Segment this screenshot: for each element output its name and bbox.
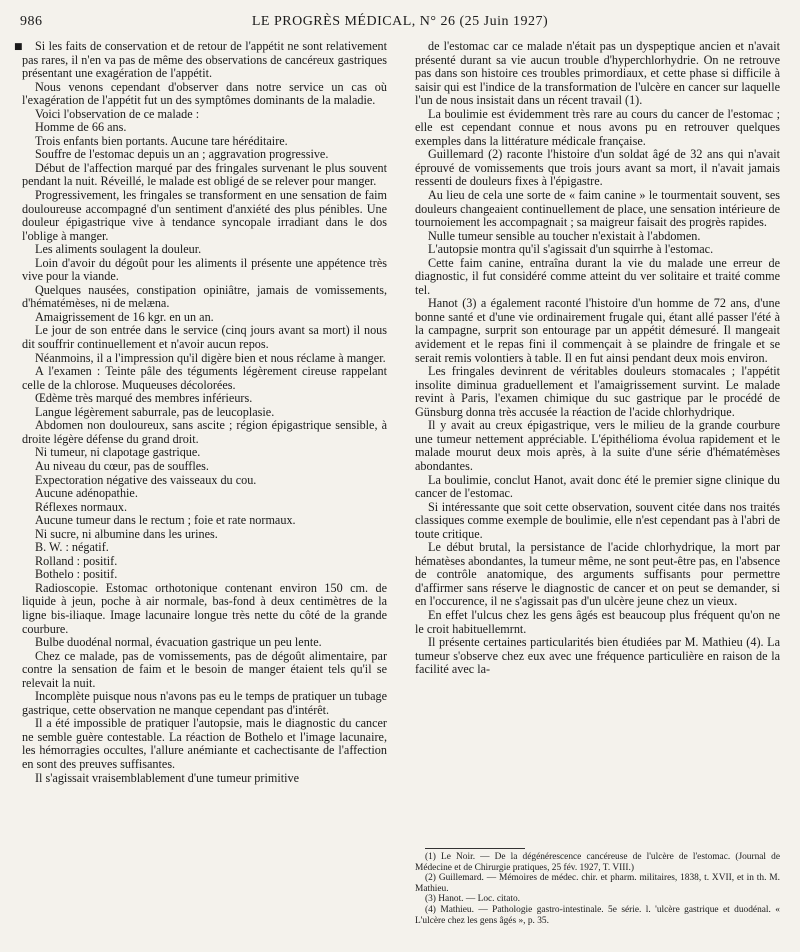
- paragraph: La boulimie est évidemment très rare au cours du cancer de l'estomac ; elle est cependant connue et nous avons pu en retrouver quelques exemples dans la littérature médicale française.: [415, 106, 780, 148]
- page-header: [20, 14, 780, 32]
- paragraph: Nulle tumeur sensible au toucher n'existait à l'abdomen.: [428, 228, 701, 243]
- paragraph: Amaigrissement de 16 kgr. en un an.: [35, 309, 214, 324]
- left-column: [22, 40, 387, 785]
- paragraph: Rolland : positif.: [35, 553, 118, 568]
- paragraph: Au lieu de cela une sorte de « faim canine » le tourmentait souvent, ses douleurs changeaient continuellement de place, une sensation intérieure de tournoiement les accompagnait ; sa maigreur faisait des progrès rapides.: [415, 188, 780, 230]
- paragraph: Radioscopie. Estomac orthotonique contenant environ 150 cm. de liquide à jeun, poche à air normale, bas-fond à deux centimètres de la ligne bis-iliaque. Image lacunaire longue très nette du côté de la grande courbure.: [22, 580, 387, 636]
- paragraph: Guillemard (2) raconte l'histoire d'un soldat âgé de 32 ans qui n'avait éprouvé de vomissements que trois jours avant sa mort, il n'avait jamais ressenti de douleurs fixes à l'épigastre.: [415, 147, 780, 189]
- paragraph: A l'examen : Teinte pâle des téguments légèrement cireuse rappelant celle de la chlorose. Muqueuses décolorées.: [22, 364, 387, 392]
- paragraph: Il a été impossible de pratiquer l'autopsie, mais le diagnostic du cancer ne semble guère contestable. La réaction de Bothelo et l'image lacunaire, les hémorragies occultes, l'allure anémiante et cachectisante de l'affection en sont des preuves suffisantes.: [22, 716, 387, 771]
- paragraph: Le début brutal, la persistance de l'acide chlorhydrique, la mort par hématèses abondantes, la tumeur même, ne sont peut-être pas, en l'absence de contrôle anatomique, des arguments suffisants pour permettre d'affirmer sans réserve le diagnostic de cancer et on peut se demander, si en l'occurence, il ne s'agissait pas d'un ulcère jeune chez un vieux.: [415, 540, 780, 609]
- paragraph: Le jour de son entrée dans le service (cinq jours avant sa mort) il nous dit souffrir continuellement et n'avoir aucun repos.: [22, 323, 387, 352]
- footnote: (1) Le Noir. — De la dégénérescence cancéreuse de l'ulcère de l'estomac. (Journal de Médecine et de Chirurgie pratiques, 25 fév. 1927, T. VIII.): [415, 852, 780, 873]
- paragraph: Progressivement, les fringales se transforment en une sensation de faim douloureuse accompagné d'un sentiment d'anxiété des plus pénibles. Une douleur épigastrique vive à tendance syncopale irradiant dans le dos l'oblige à manger.: [22, 188, 387, 243]
- paragraph: Il s'agissait vraisemblablement d'une tumeur primitive: [35, 770, 299, 785]
- paragraph: Si intéressante que soit cette observation, souvent citée dans nos traités classiques comme exemple de boulimie, elle n'est cependant pas à l'abri de toute critique.: [415, 499, 780, 541]
- paragraph: Cette faim canine, entraîna durant la vie du malade une erreur de diagnostic, il fut considéré comme atteint du ver solitaire et traité comme tel.: [415, 255, 780, 297]
- paragraph: Bulbe duodénal normal, évacuation gastrique un peu lente.: [35, 635, 322, 650]
- paragraph: Quelques nausées, constipation opiniâtre, jamais de vomissements, d'hématémèses, ni de melæna.: [22, 282, 387, 311]
- footnotes: [415, 852, 780, 926]
- paragraph: La boulimie, conclut Hanot, avait donc été le premier signe clinique du cancer de l'estomac.: [415, 472, 780, 501]
- paragraph: Début de l'affection marqué par des fringales survenant le plus souvent pendant la nuit. Réveillé, le malade est obligé de se relever pour manger.: [22, 160, 387, 189]
- footnote: (2) Guillemard. — Mémoires de médec. chir. et pharm. militaires, 1838, t. XVII, et in th. M. Mathieu.: [415, 873, 780, 894]
- paragraph: Réflexes normaux.: [35, 499, 128, 514]
- running-title: LE PROGRÈS MÉDICAL, N° 26 (25 Juin 1927): [251, 14, 549, 29]
- paragraph: B. W. : négatif.: [35, 540, 109, 555]
- paragraph: Souffre de l'estomac depuis un an ; aggravation progressive.: [35, 147, 329, 162]
- paragraph: Bothelo : positif.: [35, 567, 118, 582]
- paragraph: En effet l'ulcus chez les gens âgés est beaucoup plus fréquent qu'on ne le croit habituellemrnt.: [415, 607, 780, 636]
- paragraph: Ni tumeur, ni clapotage gastrique.: [35, 445, 201, 460]
- paragraph: de l'estomac car ce malade n'était pas un dyspeptique ancien et n'avait présenté durant sa vie aucun trouble d'hyperchlorhydrie. On ne retrouve pas dans son histoire ces troubles primordiaux, et cette phase si difficile à saisir qui est l'indice de la transformation de l'ulcère en cancer sur laquelle l'un de nous insistait dans un récent travail (1).: [415, 39, 780, 108]
- paragraph: Hanot (3) a également raconté l'histoire d'un homme de 72 ans, d'une bonne santé et d'une vie ordinairement frugale qui, étant allé passer l'été à la campagne, surprit son entourage par un appétit démesuré. Il mangeait avidement et le repas fini il commençait à se plaindre de fringale et se serait remis volontiers à table. Il en fut ainsi pendant deux mois environ.: [415, 296, 780, 365]
- paragraph: Incomplète puisque nous n'avons pas eu le temps de pratiquer un tubage gastrique, cette observation ne manque cependant pas d'intérêt.: [22, 689, 387, 717]
- footnote-divider: [425, 848, 525, 849]
- paragraph: L'autopsie montra qu'il s'agissait d'un squirrhe à l'estomac.: [428, 242, 714, 257]
- paragraph: Les aliments soulagent la douleur.: [35, 242, 202, 257]
- right-column: [415, 40, 780, 677]
- paragraph: Loin d'avoir du dégoût pour les aliments il présente une appétence très vive pour la viande.: [22, 255, 387, 284]
- footnote: (4) Mathieu. — Pathologie gastro-intestinale. 5e série. l. 'ulcère gastrique et duodénal. « L'ulcère chez les gens âgés », p. 35.: [415, 904, 780, 926]
- page-number: 986: [20, 14, 43, 29]
- paragraph: Voici l'observation de ce malade :: [35, 106, 200, 121]
- paragraph: Aucune adénopathie.: [35, 486, 138, 501]
- paragraph: Trois enfants bien portants. Aucune tare héréditaire.: [35, 133, 288, 148]
- paragraph: Aucune tumeur dans le rectum ; foie et rate normaux.: [35, 513, 296, 528]
- paragraph: Chez ce malade, pas de vomissements, pas de dégoût alimentaire, par contre la sensation de faim et le besoin de manger étaient tels qu'il se relevait la nuit.: [22, 648, 387, 690]
- paragraph: Si les faits de conservation et de retour de l'appétit ne sont relativement pas rares, il n'en va pas de même des observations de cancéreux gastriques présentant une exagération de l'appétit.: [22, 39, 387, 81]
- footnote: (3) Hanot. — Loc. citato.: [425, 894, 521, 905]
- paragraph: Il y avait au creux épigastrique, vers le milieu de la grande courbure une tumeur nettement appréciable. L'épithélioma évolua rapidement et le malade mourut deux mois après, à la suite d'une série d'hématémèses abondantes.: [415, 418, 780, 473]
- paragraph: Il présente certaines particularités bien étudiées par M. Mathieu (4). La tumeur s'observe chez eux avec une fréquence particulière en raison de la facilité avec la-: [415, 635, 780, 677]
- paragraph: Œdème très marqué des membres inférieurs.: [35, 391, 253, 406]
- paragraph: Abdomen non douloureux, sans ascite ; région épigastrique sensible, à droite légère défense du grand droit.: [22, 418, 387, 446]
- paragraph: Expectoration négative des vaisseaux du cou.: [35, 472, 257, 487]
- paragraph: Langue légèrement saburrale, pas de leucoplasie.: [35, 404, 275, 419]
- margin-mark: ■: [14, 42, 23, 52]
- paragraph: Néanmoins, il a l'impression qu'il digère bien et nous réclame à manger.: [35, 350, 386, 365]
- paragraph: Les fringales devinrent de véritables douleurs stomacales ; l'appétit insolite diminua graduellement et l'amaigrissement survint. Le malade revint à Paris, l'examen chimique du suc gastrique par le procédé de Günsburg donna très accusée la réaction de l'acide chlorhydrique.: [415, 364, 780, 419]
- paragraph: Ni sucre, ni albumine dans les urines.: [35, 526, 218, 541]
- paragraph: Homme de 66 ans.: [35, 120, 127, 135]
- paragraph: Au niveau du cœur, pas de souffles.: [35, 458, 209, 473]
- paragraph: Nous venons cependant d'observer dans notre service un cas où l'exagération de l'appétit fut un des symptômes dominants de la maladie.: [22, 79, 387, 108]
